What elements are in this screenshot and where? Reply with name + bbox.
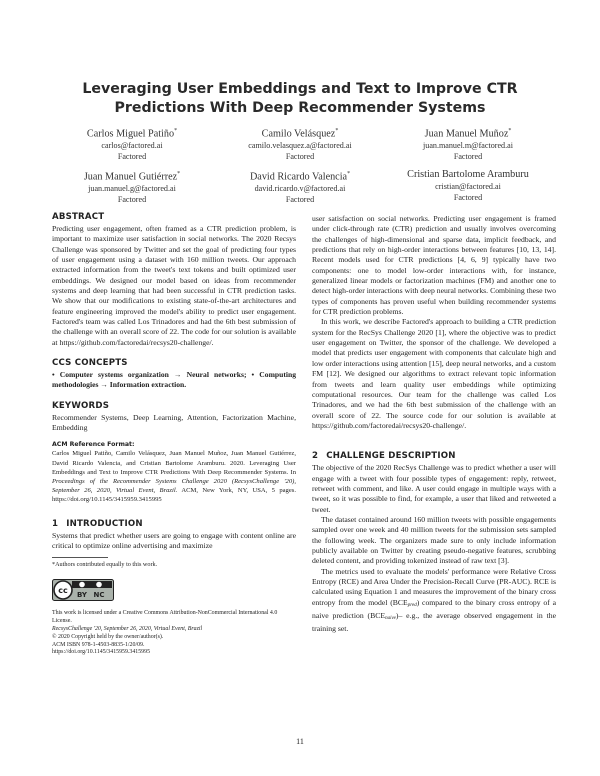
keywords-text: Recommender Systems, Deep Learning, Attention, Factorization Machine, Embedding <box>52 412 296 433</box>
metric-subscript-pred: pred <box>407 602 417 608</box>
author-affiliation: Factored <box>117 152 147 162</box>
section-title: CHALLENGE DESCRIPTION <box>326 451 456 462</box>
acm-reference-venue: Proceedings of the Recommender Systems Challenge 2020 (RecsysChallenge '20), September 26, 2020, Virtual Event, Brazil. <box>52 478 296 495</box>
acm-reference-doi[interactable]: ACM, New York, NY, USA, 5 pages. https://doi.org/10.1145/3415959.3415995 <box>52 487 296 504</box>
intro-continued-p2: In this work, we describe Factored's approach to building a CTR prediction system for the RecSys Challenge 2020 [1], where the objective was to predict user engagement on Twitter, the sponsor of the challenge. We developed a model that predicts user engagement with components that calculate high and low order interactions using attention [15], deep neural networks, and a custom FM [12]. We designed our algorithms to extract relevant topic information from tweets and learn quality user embeddings while optimizing computational resources. Our team for the challenge was called Los Trinadores, and we had the 6th best submission of the challenge with an overall score of 22. The source code for our solution is available at https://github.com/factoredai/recsys20-challenge/. <box>312 317 556 430</box>
author-6 <box>384 169 552 204</box>
author-mark: * <box>177 171 181 177</box>
metric-subscript-naive: naive <box>385 616 396 622</box>
author-name: Camilo Velásquez <box>261 128 336 140</box>
section-number: 1 <box>52 518 59 529</box>
challenge-p3 <box>312 567 556 635</box>
author-name: Juan Manuel Gutiérrez <box>83 171 178 183</box>
abstract-heading: ABSTRACT <box>52 212 105 222</box>
cc-text: cc <box>58 586 68 596</box>
author-email[interactable]: juan.manuel.g@factored.ai <box>88 183 176 193</box>
author-email[interactable]: carlos@factored.ai <box>101 140 163 150</box>
acm-reference-text <box>52 449 296 504</box>
author-affiliation: Factored <box>285 152 315 162</box>
footnote: *Authors contributed equally to this work. <box>52 561 158 569</box>
ccs-text: • Computer systems organization → Neural networks; • Computing methodologies → Information extraction. <box>52 370 296 390</box>
author-affiliation: Factored <box>453 152 483 162</box>
page-number: 11 <box>296 737 304 746</box>
isbn-line: ACM ISBN 978-1-4503-8835-1/20/09. <box>52 641 145 648</box>
author-email[interactable]: camilo.velasquez.a@factored.ai <box>248 140 352 150</box>
author-email[interactable]: david.ricardo.v@factored.ai <box>254 183 346 193</box>
author-affiliation: Factored <box>285 195 315 205</box>
author-mark: * <box>174 128 178 134</box>
intro-heading <box>52 519 296 529</box>
footnote-rule <box>52 557 108 558</box>
right-column <box>312 214 556 635</box>
abstract-text: Predicting user engagement, often framed as a CTR prediction problem, is important to maximize user satisfaction in social networks. The 2020 Recsys Challenge was sponsored by Twitter and set the goal of predicting four types of user engagement using a dataset with 160 million tweets. Our approach extracted information from the tweet's text tokens and built optimized user embeddings. We designed our model based on ideas from recommender systems and deep learning that had been successful in CTR prediction tasks. We show that our modifications to existing state-of-the-art architectures and feature engineering improved the model's ability to predict user engagement. Factored's team was called Los Trinadores and had the 6th best submission of the challenge with an overall score of 22. The code for our solution is available at https://github.com/factoredai/recsys20-challenge/. <box>52 224 296 347</box>
cc-license-badge[interactable] <box>52 579 114 606</box>
by-text: BY <box>76 591 88 600</box>
author-affiliation: Factored <box>453 193 483 202</box>
nc-text: NC <box>93 591 105 600</box>
metric-text-a: The metrics used to evaluate the models' performance were Relative Cross Entropy (RCE) and Area Under the Precision-Recall Curve (PR-AUC). RCE is calculated using Equation 1 and measures the improvement of the binary cross entropy from the model (BCE <box>312 566 556 607</box>
author-4 <box>48 169 216 206</box>
challenge-heading <box>312 451 556 461</box>
intro-continued-p1: user satisfaction on social networks. Predicting user engagement is framed under click-through rate (CTR) prediction and usually involves overcoming the challenges of high-dimensional and sparse data, implicit feedback, and predictions that rely on high-order interactions between features [10, 13, 14]. Recent models used for CTR predictions [4, 6, 9] typically have two components: one to model low-order interactions with, for instance, generalized linear models or factorization machines (FM) and another one to detect high-order interactions with deep neural networks. Combining these two types of components has proven useful when building recommender systems for CTR prediction problems. <box>312 214 556 317</box>
author-1 <box>48 126 216 163</box>
acm-reference-authors: Carlos Miguel Patiño, Camilo Velásquez, Juan Manuel Muñoz, Juan Manuel Gutiérrez, David Ricardo Valencia, and Cristian Bartolome Aramburu. 2020. Leveraging User Embeddings and Text to Improve CTR Predictions With Deep Recommender Systems. In <box>52 450 296 476</box>
conference-line <box>52 626 296 634</box>
author-name: Cristian Bartolome Aramburu <box>407 169 529 180</box>
author-mark: * <box>508 128 512 134</box>
author-affiliation: Factored <box>117 195 147 205</box>
acm-reference-heading: ACM Reference Format: <box>52 441 135 449</box>
keywords-heading: KEYWORDS <box>52 400 110 411</box>
cc-by-nc-icon <box>52 579 114 601</box>
challenge-p1: The objective of the 2020 RecSys Challenge was to predict whether a user will engage with a tweet with four possible types of engagement: reply, retweet, retweet with comment, and like. A user could engage in multiple ways with a tweet, so it was possible to find, for example, a user that liked and retweeted a tweet. <box>312 463 556 514</box>
author-name: Juan Manuel Muñoz <box>424 128 509 140</box>
author-name: Carlos Miguel Patiño <box>86 128 175 140</box>
license-statement: This work is licensed under a Creative Commons Attribution-NonCommercial International 4.0 License. <box>52 610 278 625</box>
copyright-line: © 2020 Copyright held by the owner/author(s). <box>52 633 164 640</box>
author-email[interactable]: juan.manuel.m@factored.ai <box>423 140 513 150</box>
author-3 <box>384 126 552 163</box>
author-5 <box>216 169 384 206</box>
left-column <box>52 212 296 657</box>
author-2 <box>216 126 384 163</box>
doi-link[interactable]: https://doi.org/10.1145/3415959.3415995 <box>52 649 151 656</box>
conference-info: RecsysChallenge '20, September 26, 2020, Virtual Event, Brazil <box>52 625 203 632</box>
metric-text-c: )– e.g., the average observed engagement in the training set. <box>312 611 556 634</box>
author-mark: * <box>335 128 339 134</box>
metric-text-b: ) compared to the binary cross entropy of a naive prediction (BCE <box>312 597 557 621</box>
intro-text: Systems that predict whether users are going to engage with content online are critical to optimize online advertising and maximize <box>52 530 296 550</box>
section-title: INTRODUCTION <box>66 518 143 529</box>
ccs-heading: CCS CONCEPTS <box>52 358 128 369</box>
author-name: David Ricardo Valencia <box>249 171 348 183</box>
section-number: 2 <box>312 451 319 462</box>
author-mark: * <box>347 171 351 177</box>
paper-title: Leveraging User Embeddings and Text to Improve CTR Predictions With Deep Recommender Systems <box>82 81 518 116</box>
challenge-p2: The dataset contained around 160 million tweets with possible engagements sampled over one week and 40 million tweets for the submission sets sampled the following week. The organizers made sure to only include information publicly available on Twitter by creating pseudo-negative features, scrubbing deleted content, and providing tokenized instead of raw text [3]. <box>312 514 556 566</box>
author-email[interactable]: cristian@factored.ai <box>435 181 501 191</box>
